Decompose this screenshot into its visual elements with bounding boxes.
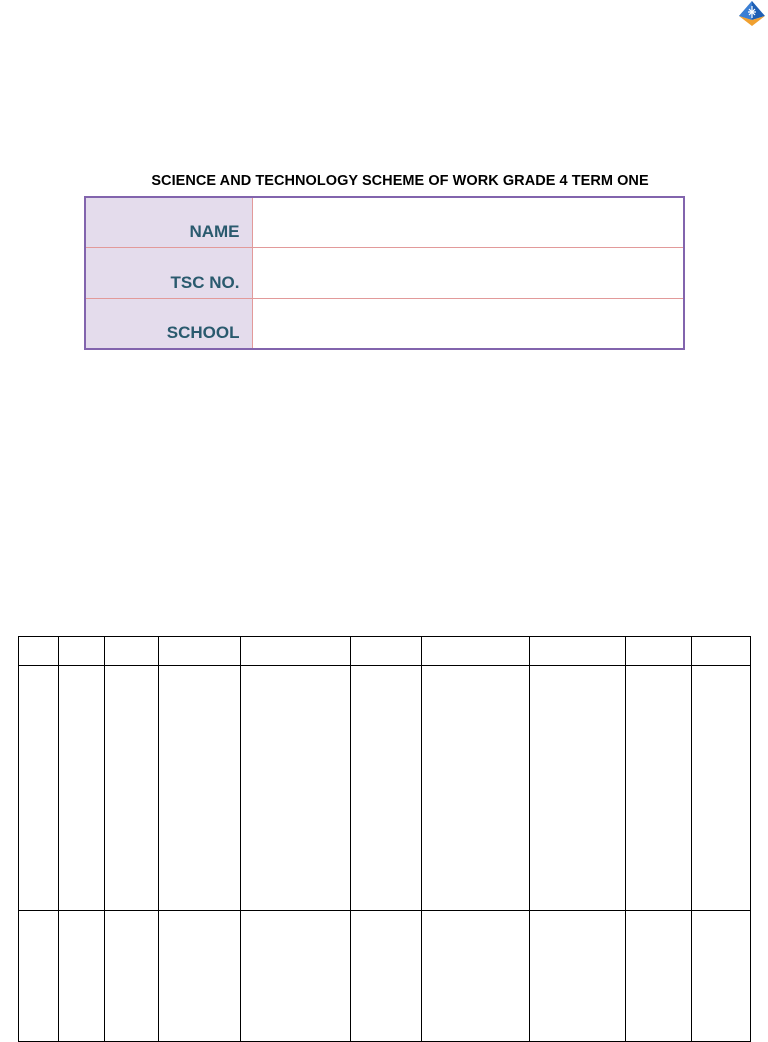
scheme-of-work-table [18,636,751,1042]
table-cell [241,666,351,911]
table-cell [19,666,59,911]
header-cell [422,637,530,666]
table-cell [530,666,626,911]
header-cell [351,637,422,666]
diamond-logo-icon [736,0,768,28]
table-cell [626,666,692,911]
table-row [19,911,751,1042]
table-cell [351,911,422,1042]
table-cell [159,666,241,911]
table-cell [159,911,241,1042]
table-cell [19,911,59,1042]
header-cell [105,637,159,666]
table-cell [59,666,105,911]
header-cell [59,637,105,666]
name-label: NAME [85,197,252,248]
school-value[interactable] [252,298,684,349]
header-cell [692,637,751,666]
table-cell [105,911,159,1042]
header-cell [19,637,59,666]
document-title: SCIENCE AND TECHNOLOGY SCHEME OF WORK GRADE 4 TERM ONE [151,173,649,189]
info-row-school [85,298,684,349]
table-cell [626,911,692,1042]
tsc-no-label: TSC NO. [85,248,252,298]
info-row-name [85,197,684,248]
header-cell [241,637,351,666]
table-cell [530,911,626,1042]
school-label: SCHOOL [85,298,252,349]
table-cell [692,911,751,1042]
table-cell [422,666,530,911]
table-cell [105,666,159,911]
header-cell [530,637,626,666]
table-cell [59,911,105,1042]
table-cell [422,911,530,1042]
name-value[interactable] [252,197,684,248]
tsc-no-value[interactable] [252,248,684,298]
table-cell [692,666,751,911]
header-cell [626,637,692,666]
header-cell [159,637,241,666]
table-header-row [19,637,751,666]
table-cell [241,911,351,1042]
info-row-tsc [85,248,684,298]
table-cell [351,666,422,911]
table-row [19,666,751,911]
teacher-info-table [84,196,685,350]
